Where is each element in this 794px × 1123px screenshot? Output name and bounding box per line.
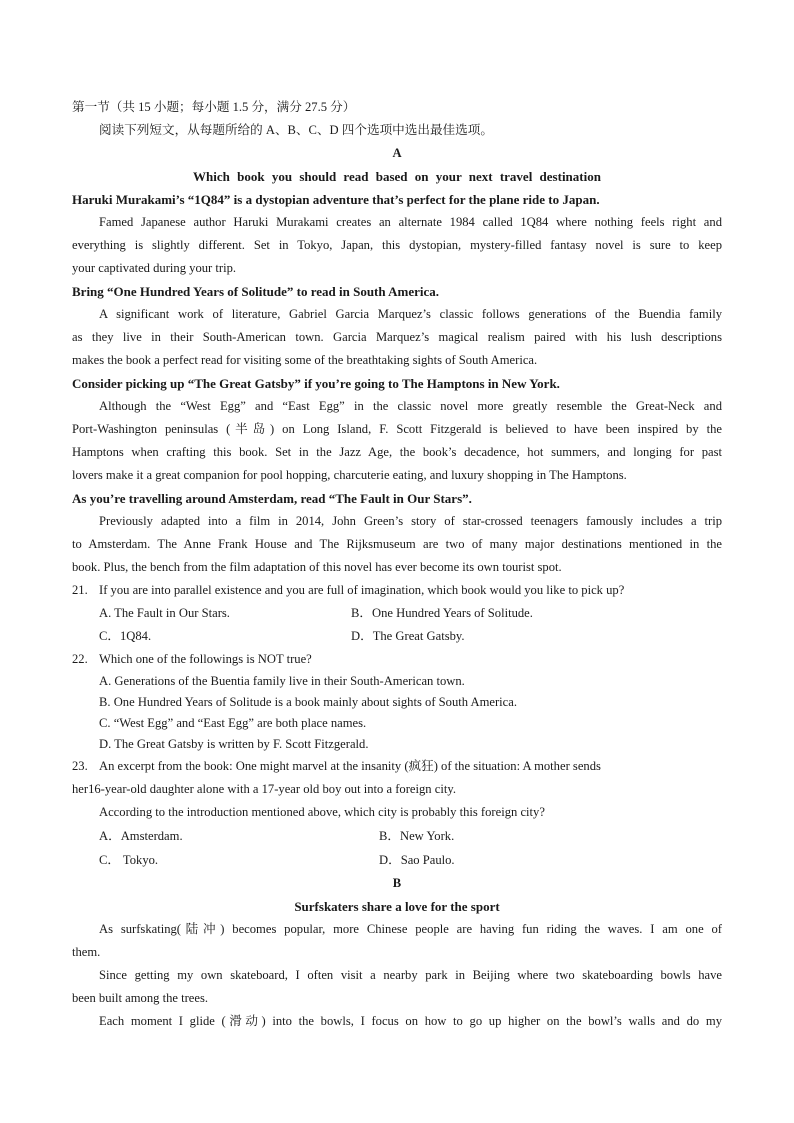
paragraph-line: Port-Washington peninsulas (半岛) on Long Island, F. Scott Fitzgerald is believed to have been inspired by the (72, 422, 722, 436)
block-heading: Bring “One Hundred Years of Solitude” to read in South America. (72, 284, 440, 299)
paragraph-line: Each moment I glide (滑动) into the bowls, I focus on how to go up higher on the bowl’s walls and do my (99, 1014, 722, 1028)
question-21 (72, 579, 722, 602)
option-b: B. One Hundred Years of Solitude is a book mainly about sights of South America. (99, 695, 518, 709)
option-d: D．Sao Paulo. (379, 853, 455, 867)
paragraph-line: A significant work of literature, Gabriel Garcia Marquez’s classic follows generations of the Buendia family (99, 307, 722, 321)
question-number: 22. (72, 652, 88, 666)
paragraph-line: them. (72, 945, 101, 959)
paragraph-line: Since getting my own skateboard, I often visit a nearby park in Beijing where two skateboarding bowls have (99, 968, 722, 982)
paragraph-line: Previously adapted into a film in 2014, John Green’s story of star-crossed teenagers famously includes a trip (99, 514, 722, 528)
option-a: A．Amsterdam. (99, 829, 183, 843)
paragraph-line: As surfskating(陆冲) becomes popular, more Chinese people are having fun riding the waves. I am one of (99, 922, 722, 936)
paragraph-line: everything is slightly different. Set in Tokyo, Japan, this dystopian, mystery-filled fantasy novel is sure to keep (72, 238, 722, 252)
paragraph-line: Although the “West Egg” and “East Egg” in the classic novel more greatly resemble the Great-Neck and (99, 399, 722, 413)
question-stem: If you are into parallel existence and you are full of imagination, which book would you like to pick up? (99, 583, 625, 597)
option-c: C. “West Egg” and “East Egg” are both place names. (99, 716, 367, 730)
question-stem: Which one of the followings is NOT true? (99, 652, 312, 666)
paragraph-line: to Amsterdam. The Anne Frank House and The Rijksmuseum are two of many major destinations mentioned in the (72, 537, 722, 551)
passage-b-title: Surfskaters share a love for the sport (294, 899, 500, 914)
question-prompt: According to the introduction mentioned above, which city is probably this foreign city? (99, 805, 545, 819)
question-stem: An excerpt from the book: One might marvel at the insanity (疯狂) of the situation: A mother sends (99, 759, 601, 773)
question-21-options-row-2 (72, 625, 722, 648)
section-instruction: 阅读下列短文，从每题所给的 A、B、C、D 四个选项中选出最佳选项。 (99, 123, 493, 137)
option-d: D. The Great Gatsby is written by F. Scott Fitzgerald. (99, 737, 369, 751)
question-23 (72, 755, 722, 778)
paragraph-line: as they live in their South-American town. Garcia Marquez’s magical realism paired with his lush descriptions (72, 330, 722, 344)
section-header: 第一节（共 15 小题；每小题 1.5 分，满分 27.5 分） (72, 100, 356, 114)
question-number: 23. (72, 759, 88, 773)
question-22 (72, 648, 722, 671)
paragraph-line: Hamptons when crafting this book. Set in the Jazz Age, the book’s decadence, hot summers, and longing for past (72, 445, 722, 459)
passage-a-letter: A (392, 146, 402, 160)
question-21-options-row-1 (72, 602, 722, 625)
block-heading: As you’re travelling around Amsterdam, read “The Fault in Our Stars”. (72, 491, 472, 506)
option-b: B．One Hundred Years of Solitude. (351, 606, 533, 620)
block-heading: Haruki Murakami’s “1Q84” is a dystopian adventure that’s perfect for the plane ride to Japan. (72, 192, 600, 207)
passage-b-letter: B (392, 876, 402, 890)
paragraph-line: Famed Japanese author Haruki Murakami creates an alternate 1984 called 1Q84 where nothing feels right and (99, 215, 722, 229)
option-c: C．1Q84. (99, 629, 152, 643)
question-23-options-row-2 (72, 848, 722, 872)
option-d: D．The Great Gatsby. (351, 629, 465, 643)
paragraph-line: makes the book a perfect read for visiting some of the breathtaking sights of South America. (72, 353, 538, 367)
paragraph-line: book. Plus, the bench from the film adaptation of this novel has ever become its own tourist spot. (72, 560, 562, 574)
option-a: A. Generations of the Buentia family live in their South-American town. (99, 674, 465, 688)
question-number: 21. (72, 583, 88, 597)
paragraph-line: lovers make it a great companion for pool hopping, charcuterie eating, and luxury shopping in The Hamptons. (72, 468, 627, 482)
passage-a-title: Which book you should read based on your next travel destination (193, 169, 601, 184)
document-page (72, 96, 722, 1033)
paragraph-line: your captivated during your trip. (72, 261, 237, 275)
block-heading: Consider picking up “The Great Gatsby” if you’re going to The Hamptons in New York. (72, 376, 560, 391)
option-b: B．New York. (379, 829, 455, 843)
option-c: C． Tokyo. (99, 853, 159, 867)
option-a: A. The Fault in Our Stars. (99, 606, 230, 620)
paragraph-line: been built among the trees. (72, 991, 209, 1005)
question-23-options-row-1 (72, 824, 722, 848)
question-stem-continued: her16-year-old daughter alone with a 17-year old boy out into a foreign city. (72, 782, 456, 796)
